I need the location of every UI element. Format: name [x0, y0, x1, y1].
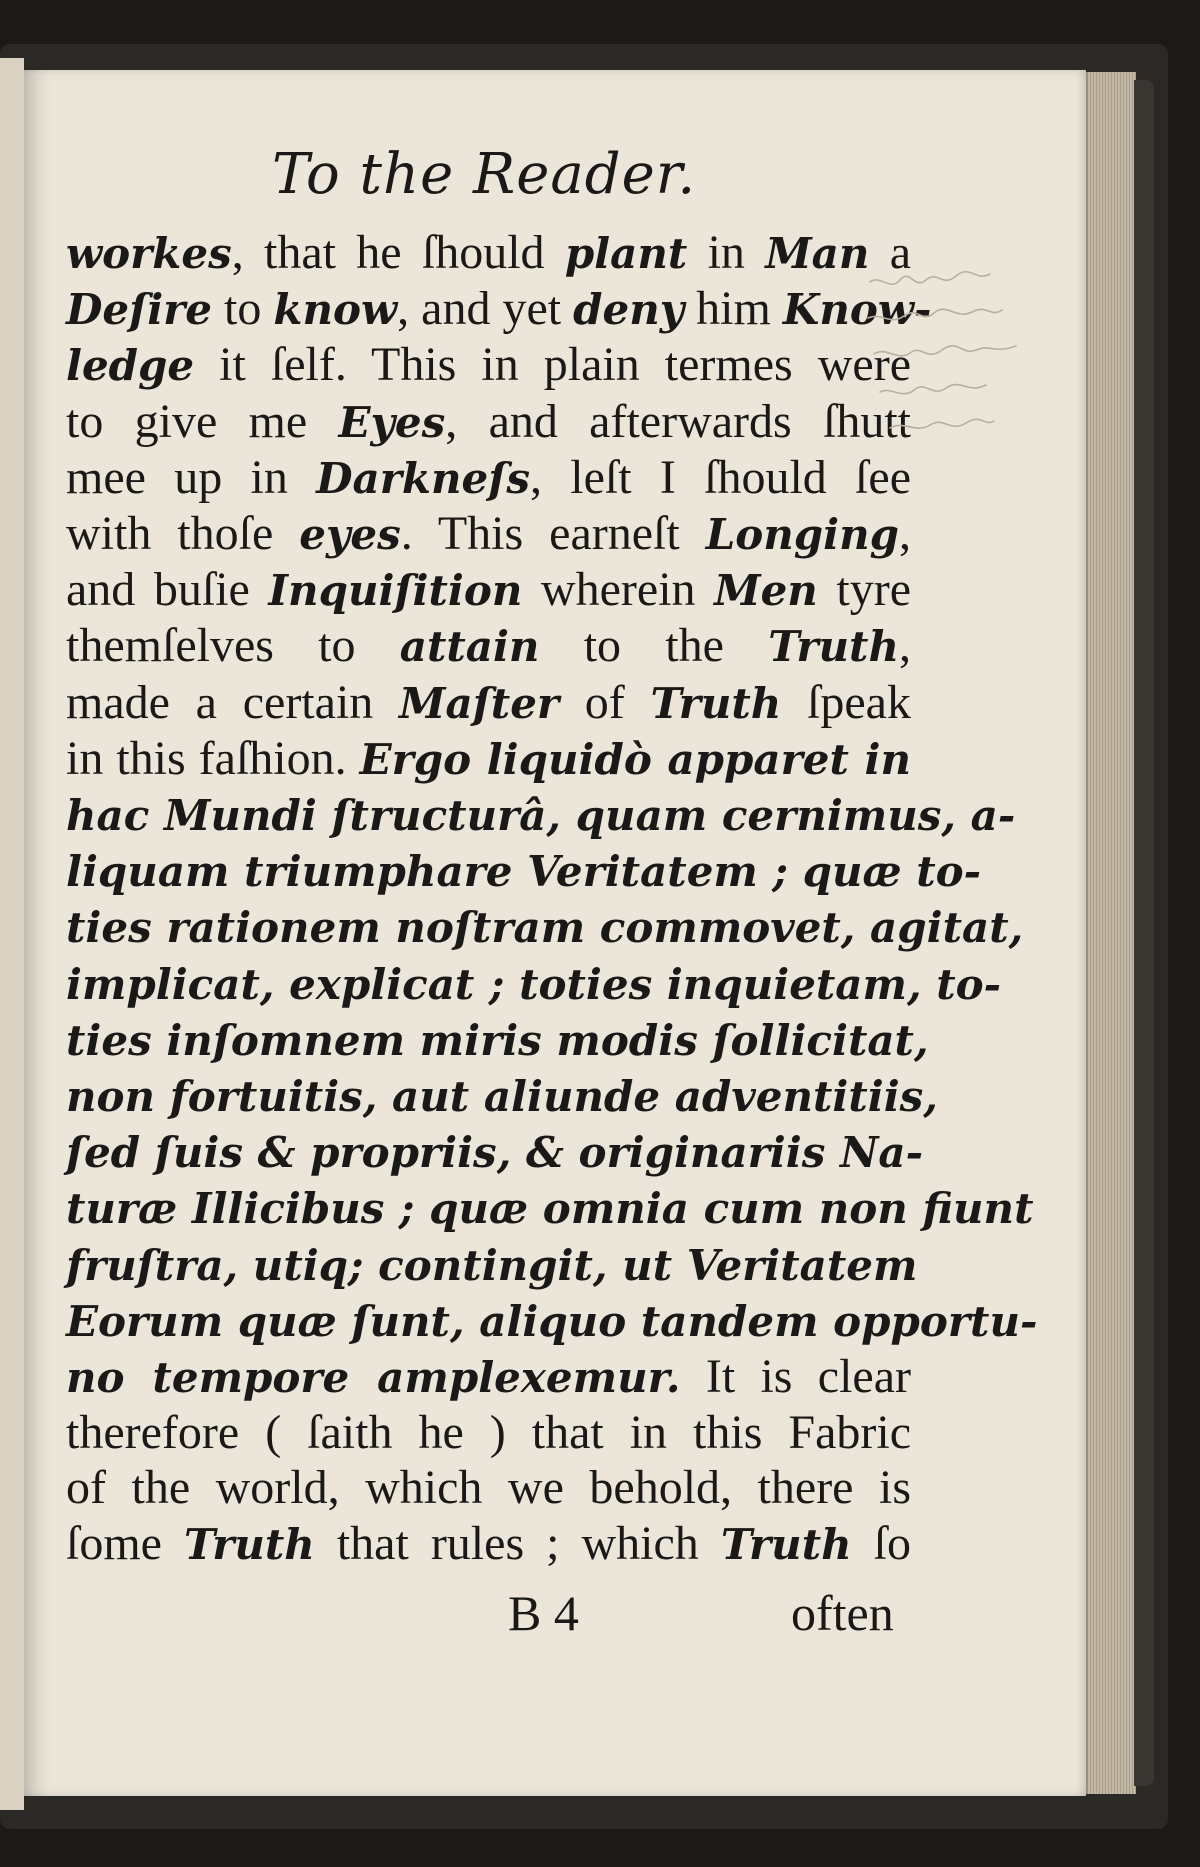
italic-run: Ergo liquidò apparet in — [359, 734, 911, 784]
text-line — [66, 1124, 924, 1180]
catchword: often — [791, 1585, 894, 1641]
roman-run: tyre — [817, 563, 912, 617]
text-line — [66, 1180, 1034, 1236]
page-edges — [1086, 72, 1136, 1794]
italic-run: fruſtra, utiq; contingit, ut Veritatem — [66, 1240, 918, 1290]
italic-run: deny — [573, 285, 685, 335]
italic-run: implicat, explicat ; toties inquietam, to- — [66, 959, 1002, 1009]
roman-run: in this faſhion. — [66, 731, 360, 785]
text-line — [66, 562, 911, 618]
roman-run: that rules ; which — [314, 1516, 721, 1570]
italic-run: turæ Illicibus ; quæ omnia cum non fiunt — [66, 1184, 1034, 1234]
roman-run: themſelves to — [66, 619, 400, 673]
italic-run: Inquiſition — [268, 566, 523, 616]
roman-run: to give me — [66, 394, 339, 448]
text-line — [66, 394, 911, 450]
text-line — [66, 1460, 911, 1515]
text-line — [66, 787, 1016, 843]
italic-run: plant — [564, 229, 688, 278]
italic-run: Darkneſs — [316, 453, 530, 503]
roman-run: , leſt I ſhould ſee — [529, 450, 911, 504]
text-line — [66, 281, 932, 337]
italic-run: Truth — [184, 1519, 315, 1569]
text-line — [66, 450, 911, 506]
italic-run: Eorum quæ ſunt, aliquo tandem opportu- — [66, 1296, 1038, 1346]
italic-run: liquam triumphare Veritatem ; quæ to- — [66, 847, 982, 897]
roman-run: mee up in — [66, 450, 317, 504]
text-line — [66, 618, 911, 674]
text-line — [66, 1068, 938, 1124]
roman-run: , and afterwards ſhutt — [445, 394, 911, 448]
text-line — [66, 899, 1024, 955]
roman-run: a — [869, 226, 912, 279]
roman-run: him — [684, 282, 783, 336]
roman-run: , — [899, 619, 911, 673]
roman-run: , — [899, 507, 911, 561]
italic-run: ties rationem noſtram commovet, agitat, — [66, 903, 1024, 953]
italic-run: ledge — [66, 341, 195, 391]
roman-run: , that he ſhould — [231, 226, 565, 279]
italic-run: Truth — [650, 678, 782, 728]
text-line — [66, 1349, 911, 1405]
text-line — [66, 1012, 929, 1068]
roman-run: made a certain — [66, 675, 400, 729]
text-line — [66, 1237, 918, 1293]
roman-run: and buſie — [66, 563, 269, 617]
italic-run: non fortuitis, aut aliunde adventitiis, — [66, 1072, 938, 1122]
roman-run: with thoſe — [66, 507, 300, 561]
italic-run: workes — [66, 229, 232, 278]
roman-run: ſome — [66, 1516, 184, 1570]
italic-run: eyes — [299, 510, 401, 560]
cover-edge — [1134, 80, 1154, 1786]
roman-run: It is clear — [680, 1350, 912, 1404]
signature-mark: B 4 — [508, 1585, 579, 1641]
italic-run: Men — [714, 566, 818, 616]
italic-run: no tempore amplexemur. — [66, 1353, 681, 1403]
text-line — [66, 675, 911, 731]
text-line — [66, 225, 911, 281]
roman-run: it ſelf. This in plain termes were — [194, 338, 911, 392]
italic-run: Maſter — [399, 678, 560, 728]
roman-run: to the — [539, 619, 769, 673]
text-line — [66, 1516, 911, 1572]
roman-run: . This earneſt — [400, 507, 706, 561]
italic-run: Deſire — [66, 285, 213, 335]
italic-run: Know- — [782, 285, 932, 335]
previous-page-edge — [0, 58, 24, 1810]
roman-run: to — [212, 282, 274, 336]
roman-run: of — [559, 675, 651, 729]
text-line — [66, 731, 911, 787]
italic-run: Eyes — [338, 397, 446, 447]
roman-run: of the world, which we behold, there is — [66, 1461, 911, 1515]
roman-run: therefore ( ſaith he ) that in this Fabric — [66, 1406, 911, 1460]
text-line — [66, 506, 911, 562]
italic-run: know — [273, 285, 398, 335]
roman-run: wherein — [522, 563, 715, 617]
text-line — [66, 956, 1002, 1012]
roman-run: ſpeak — [781, 675, 911, 729]
italic-run: hac Mundi ſtructurâ, quam cernimus, a- — [66, 791, 1016, 841]
roman-run: ſo — [851, 1516, 911, 1570]
body-text — [66, 225, 1038, 1572]
handwritten-annotation — [860, 262, 1078, 462]
italic-run: ſed ſuis & propriis, & originariis Na- — [66, 1128, 924, 1178]
roman-run: , and yet — [397, 282, 574, 336]
italic-run: Longing — [705, 510, 899, 560]
text-line — [66, 1405, 911, 1460]
running-head: To the Reader. — [272, 142, 697, 207]
italic-run: Truth — [768, 622, 899, 672]
italic-run: attain — [399, 622, 540, 672]
roman-run: in — [687, 226, 766, 279]
text-line — [66, 1293, 1038, 1349]
text-line — [66, 337, 911, 393]
text-line — [66, 843, 982, 899]
italic-run: ties inſomnem miris modis ſollicitat, — [66, 1015, 929, 1065]
italic-run: Truth — [720, 1519, 852, 1569]
italic-run: Man — [765, 229, 870, 278]
